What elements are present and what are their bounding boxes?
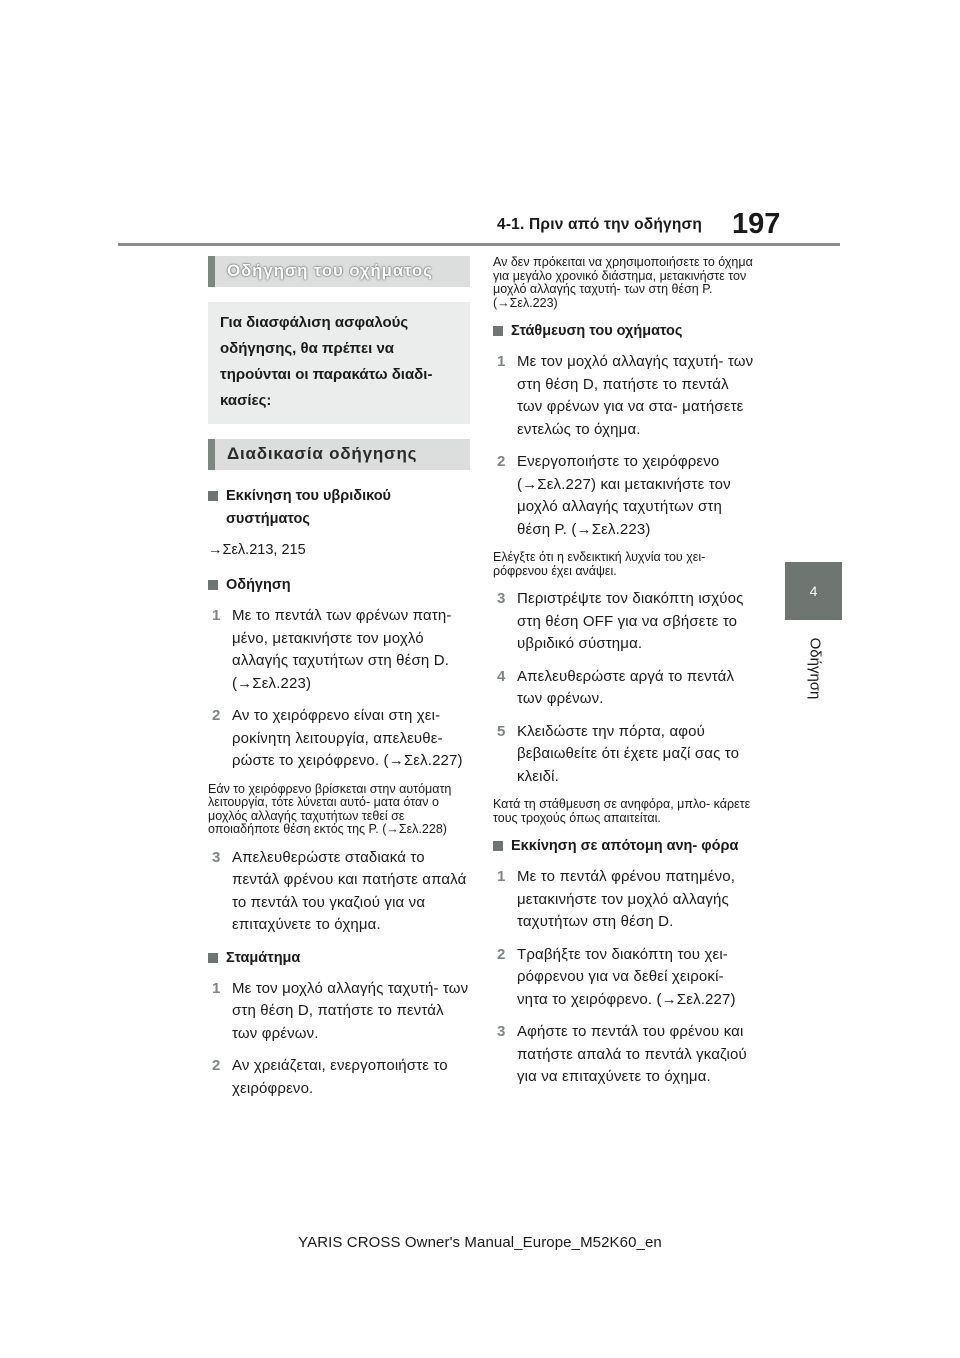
uphill-step: 2 Τραβήξτε τον διακόπτη του χει- ρόφρενου για να δεθεί χειροκί- νητα το χειρόφρενο. (→Σελ.227) <box>497 945 736 1008</box>
start-system-ref: →Σελ.213, 215 <box>208 542 306 558</box>
procedure-heading: Διαδικασία οδήγησης <box>208 439 470 470</box>
uphill-parking-note: Κατά τη στάθμευση σε ανηφόρα, μπλο- κάρετε τους τροχούς όπως απαιτείται. <box>493 797 751 825</box>
page-number: 197 <box>732 208 781 240</box>
driving-heading: Οδήγηση <box>208 574 470 597</box>
stopping-step: 1 Με τον μοχλό αλλαγής ταχυτή- των στη θέση D, πατήστε το πεντάλ των φρένων. <box>212 979 469 1042</box>
parking-step: 1 Με τον μοχλό αλλαγής ταχυτή- των στη θέση D, πατήστε το πεντάλ των φρένων για να στα- ματήσετε εντελώς το όχημα. <box>497 353 754 438</box>
footer-manual-id: YARIS CROSS Owner's Manual_Europe_M52K60_en <box>298 1234 662 1251</box>
uphill-step: 3 Αφήστε το πεντάλ του φρένου και πατήστε απαλά το πεντάλ γκαζιού για να επιταχύνετε το όχημα. <box>497 1023 747 1085</box>
intro-box: Για διασφάλιση ασφαλούς οδήγησης, θα πρέπει να τηρούνται οι παρακάτω διαδι- κασίες: <box>208 302 470 424</box>
parking-step: 2 Ενεργοποιήστε το χειρόφρενο (→Σελ.227) και μετακινήστε τον μοχλό αλλαγής ταχυτήτων στη θέση P. (→Σελ.223) <box>497 453 731 538</box>
driving-step: 3 Απελευθερώστε σταδιακά το πεντάλ φρένου και πατήστε απαλά το πεντάλ του γκαζιού για να επιταχύνετε το όχημα. <box>212 848 467 933</box>
parking-step: 5 Κλειδώστε την πόρτα, αφού βεβαιωθείτε ότι έχετε μαζί σας το κλειδί. <box>497 722 740 785</box>
start-system-heading: Εκκίνηση του υβριδικού συστήματος <box>208 485 470 531</box>
left-column <box>208 256 470 1110</box>
uphill-start-heading: Εκκίνηση σε απότομη ανη- φόρα <box>493 835 755 858</box>
parking-step: 4 Απελευθερώστε αργά το πεντάλ των φρένων. <box>497 667 735 707</box>
chapter-number: 4 <box>809 583 818 599</box>
uphill-step: 1 Με το πεντάλ φρένου πατημένο, μετακινήστε τον μοχλό αλλαγής ταχυτήτων στη θέση D. <box>497 868 736 930</box>
driving-step: 1 Με το πεντάλ των φρένων πατη- μένο, μετακινήστε τον μοχλό αλλαγής ταχυτήτων στη θέση D. (→Σελ.223) <box>212 607 452 692</box>
driving-step: 2 Αν το χειρόφρενο είναι στη χει- ροκίνητη λειτουργία, απελευθε- ρώστε το χειρόφρενο. (→Σελ.227) <box>212 707 463 769</box>
parking-step: 3 Περιστρέψτε τον διακόπτη ισχύος στη θέση OFF για να σβήσετε το υβριδικό σύστημα. <box>497 590 744 652</box>
chapter-tab <box>785 562 842 620</box>
stopping-heading: Σταμάτημα <box>208 947 470 970</box>
long-term-note: Αν δεν πρόκειται να χρησιμοποιήσετε το όχημα για μεγάλο χρονικό διάστημα, μετακινήστε τον μοχλό αλλαγής ταχυτή- των στη θέση P. (→Σελ.223) <box>493 255 753 310</box>
parking-heading: Στάθμευση του οχήματος <box>493 320 755 343</box>
main-heading: Οδήγηση του οχήματος <box>208 256 470 287</box>
parking-brake-note: Εάν το χειρόφρενο βρίσκεται στην αυτόματη λειτουργία, τότε λύνεται αυτό- ματα όταν ο μοχλός αλλαγής ταχυτήτων τεθεί σε οποιαδήποτε θέση εκτός της P. (→Σελ.228) <box>208 781 452 836</box>
stopping-step: 2 Αν χρειάζεται, ενεργοποιήστε το χειρόφρενο. <box>212 1057 448 1097</box>
header-rule <box>118 243 840 246</box>
chapter-label: Οδήγηση <box>806 637 824 699</box>
section-title: 4-1. Πριν από την οδήγηση <box>497 216 703 233</box>
right-column <box>493 256 755 1099</box>
indicator-note: Ελέγξτε ότι η ενδεικτική λυχνία του χει- ρόφρενου έχει ανάψει. <box>493 550 706 578</box>
